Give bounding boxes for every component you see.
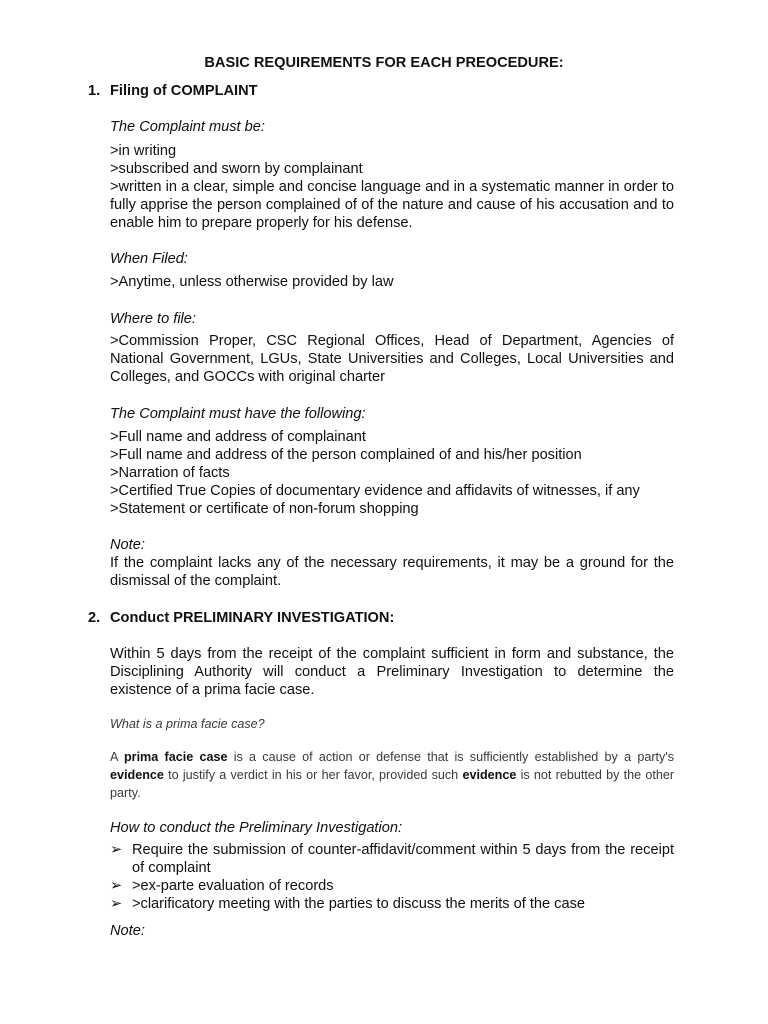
howto-item: [110, 841, 674, 877]
section-2-number: 2.: [88, 610, 101, 626]
howto-item-text: Require the submission of counter-affidavit/comment within 5 days from the receipt of complaint: [132, 842, 674, 876]
definition-evidence-2: evidence: [462, 768, 517, 782]
must-be-label: The Complaint must be:: [110, 119, 265, 135]
must-be-list: [110, 142, 674, 232]
section-1-note-label: Note:: [110, 537, 145, 553]
howto-list: [110, 841, 674, 913]
section-1-note-text: If the complaint lacks any of the necessary requirements, it may be a ground for the dismissal of the complaint.: [110, 555, 674, 589]
section-2-heading: [88, 609, 394, 627]
howto-item: [110, 895, 674, 913]
prima-facie-definition: [110, 748, 674, 802]
definition-part-2: to justify a verdict in his or her favor, provided such: [168, 768, 459, 782]
arrow-bullet-icon: ➢: [110, 842, 123, 858]
howto-label: How to conduct the Preliminary Investigation:: [110, 820, 403, 836]
howto-item-text: >ex-parte evaluation of records: [132, 878, 334, 894]
definition-article: A: [110, 750, 118, 764]
following-item: >Full name and address of the person complained of and his/her position: [110, 447, 582, 463]
following-item: >Certified True Copies of documentary evidence and affidavits of witnesses, if any: [110, 483, 640, 499]
document-title: BASIC REQUIREMENTS FOR EACH PREOCEDURE:: [204, 55, 564, 71]
definition-part-1: is a cause of action or defense that is sufficiently established by a party's: [233, 750, 675, 764]
definition-term: prima facie case: [123, 750, 228, 764]
definition-evidence-1: evidence: [110, 768, 164, 782]
section-2-intro: Within 5 days from the receipt of the complaint sufficient in form and substance, the Disciplining Authority will conduct a Preliminary Investigation to determine the existence of a prima facie case.: [110, 646, 674, 698]
must-be-item: >written in a clear, simple and concise language and in a systematic manner in order to fully apprise the person complained of of the nature and cause of his accusation and to enable him to prepare properly for his defense.: [110, 179, 674, 231]
section-1-title: Filing of COMPLAINT: [110, 83, 258, 99]
definition-part-3: is not rebutted by the other party.: [110, 768, 675, 800]
section-2-note-label: Note:: [110, 923, 145, 939]
complaint-following-label: The Complaint must have the following:: [110, 406, 366, 422]
following-item: >Statement or certificate of non-forum shopping: [110, 501, 419, 517]
section-1-number: 1.: [88, 83, 101, 99]
where-to-file-text: >Commission Proper, CSC Regional Offices, Head of Department, Agencies of National Government, LGUs, State Universities and Colleges, Local Universities and Colleges, and GOCCs with original charter: [110, 333, 674, 385]
howto-item: [110, 877, 674, 895]
howto-item-text: >clarificatory meeting with the parties to discuss the merits of the case: [132, 896, 586, 912]
following-item: >Full name and address of complainant: [110, 429, 366, 445]
complaint-following-list: [110, 428, 674, 518]
section-1-heading: [88, 82, 258, 100]
arrow-bullet-icon: ➢: [110, 896, 123, 912]
when-filed-label: When Filed:: [110, 251, 188, 267]
where-to-file-label: Where to file:: [110, 311, 196, 327]
must-be-item: >in writing: [110, 143, 177, 159]
following-item: >Narration of facts: [110, 465, 230, 481]
must-be-item: >subscribed and sworn by complainant: [110, 161, 363, 177]
prima-facie-question: What is a prima facie case?: [110, 717, 265, 731]
when-filed-text: >Anytime, unless otherwise provided by law: [110, 274, 394, 290]
arrow-bullet-icon: ➢: [110, 878, 123, 894]
section-2-title: Conduct PRELIMINARY INVESTIGATION:: [110, 610, 395, 626]
